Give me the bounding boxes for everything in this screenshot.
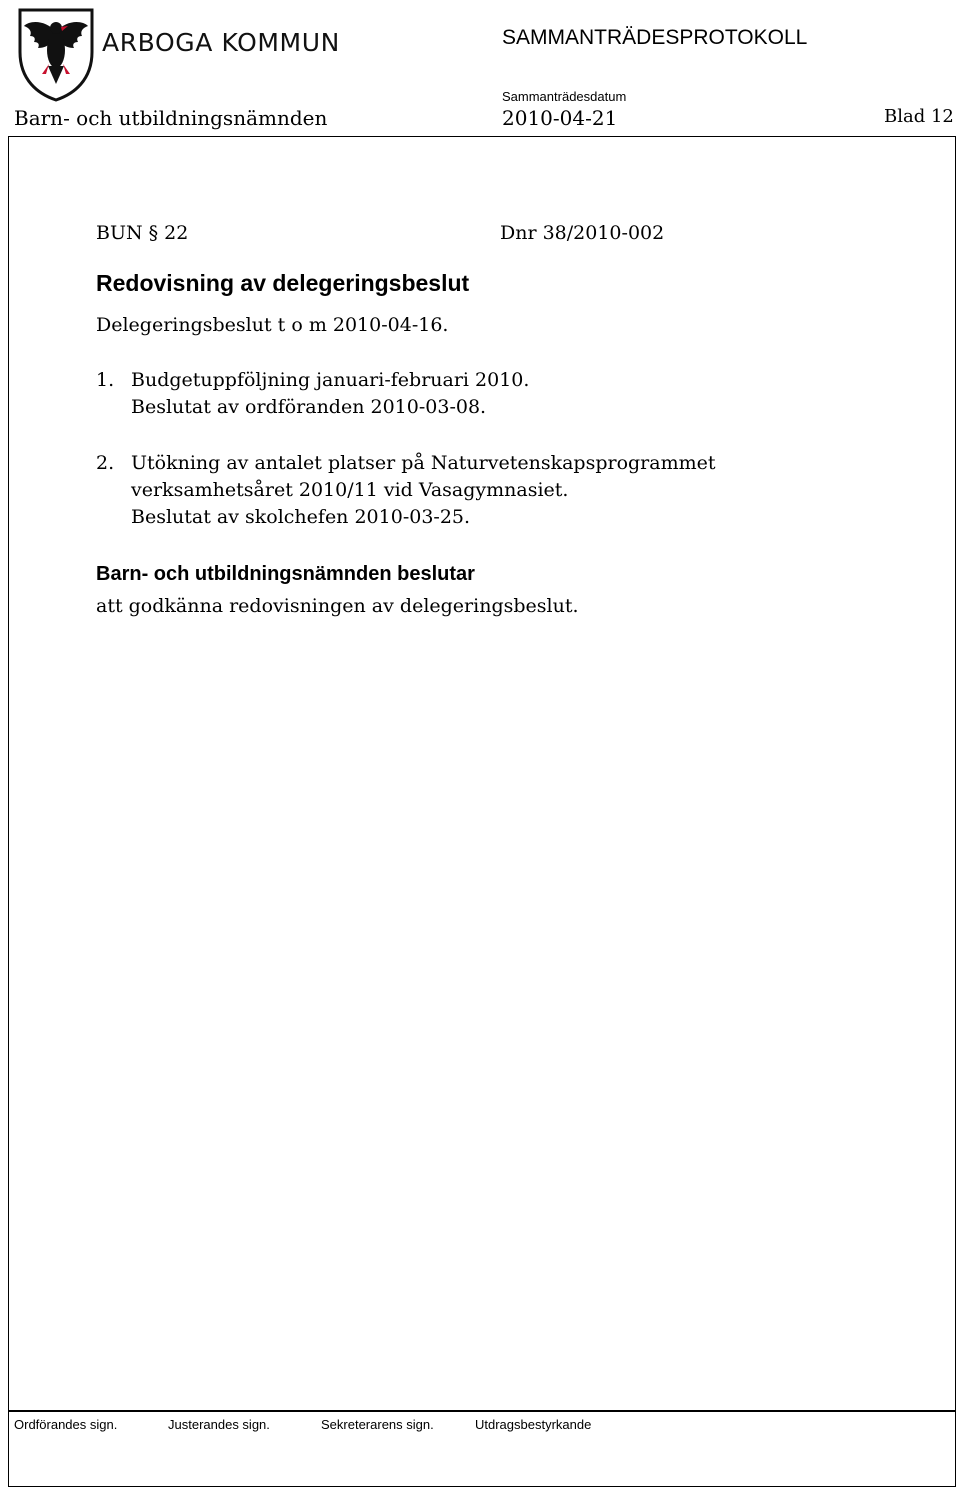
paragraph-title: Redovisning av delegeringsbeslut [96,270,470,296]
document-type: SAMMANTRÄDESPROTOKOLL [502,26,808,49]
list-item-line: Beslutat av skolchefen 2010-03-25. [131,506,471,528]
list-item-number: 1. [96,369,115,391]
intro-line: Delegeringsbeslut t o m 2010-04-16. [96,314,449,336]
page-frame [8,136,956,1487]
paragraph-number: BUN § 22 [96,222,189,244]
secretary-signature-label: Sekreterarens sign. [321,1417,434,1432]
meeting-date: 2010-04-21 [502,106,618,130]
diary-number: Dnr 38/2010-002 [500,222,665,244]
meeting-date-label: Sammanträdesdatum [502,89,627,104]
adjuster-signature-label: Justerandes sign. [168,1417,270,1432]
chair-signature-label: Ordförandes sign. [14,1417,118,1432]
list-item-line: Utökning av antalet platser på Naturvetenskapsprogrammet [131,452,716,474]
list-item-number: 2. [96,452,115,474]
decision-heading: Barn- och utbildningsnämnden beslutar [96,563,475,585]
coat-of-arms-icon [16,6,96,102]
municipality-name: ARBOGA KOMMUN [102,28,340,57]
decision-text: att godkänna redovisningen av delegeringsbeslut. [96,595,579,617]
list-item-line: Beslutat av ordföranden 2010-03-08. [131,396,487,418]
list-item-line: Budgetuppföljning januari-februari 2010. [131,369,530,391]
list-item-line: verksamhetsåret 2010/11 vid Vasagymnasiet. [131,479,569,501]
footer-divider [8,1410,956,1412]
page-number: Blad 12 [884,106,954,127]
committee-name: Barn- och utbildningsnämnden [14,106,328,130]
extract-certification-label: Utdragsbestyrkande [475,1417,592,1432]
